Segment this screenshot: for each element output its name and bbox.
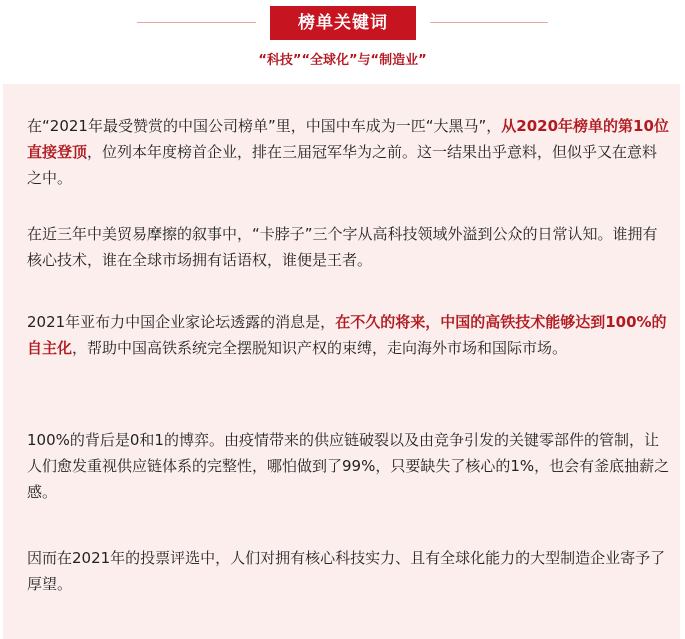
paragraph-text: 2021年亚布力中国企业家论坛透露的消息是， <box>27 313 336 331</box>
article-panel <box>3 84 680 639</box>
paragraph-text: ，帮助中国高铁系统完全摆脱知识产权的束缚，走向海外市场和国际市场。 <box>72 339 568 357</box>
paragraph-text: 100%的背后是0和1的博弈。由疫情带来的供应链破裂以及由竞争引发的关键零部件的管制，让人们愈发重视供应链体系的完整性，哪怕做到了99%，只要缺失了核心的1%，也会有釜底抽薪之感。 <box>27 431 670 501</box>
paragraph-text: 因而在2021年的投票评选中，人们对拥有核心科技实力、且有全球化能力的大型制造企业寄予了厚望。 <box>27 549 666 593</box>
paragraph <box>27 113 671 191</box>
header-rule-left <box>137 22 256 23</box>
highlight-text: 从2020年榜单的第10位直接登顶 <box>27 117 669 161</box>
keyword-tag: 榜单关键词 <box>270 6 416 40</box>
paragraph <box>27 545 671 597</box>
paragraph-text: 在“2021年最受赞赏的中国公司榜单”里，中国中车成为一匹“大黑马”， <box>27 117 502 135</box>
section-header <box>0 0 685 84</box>
paragraph <box>27 309 671 361</box>
paragraph-text: ，位列本年度榜首企业，排在三届冠军华为之前。这一结果出乎意料，但似乎又在意料之中。 <box>27 143 658 187</box>
highlight-text: 在不久的将来，中国的高铁技术能够达到100%的自主化 <box>27 313 667 357</box>
paragraph <box>27 427 671 505</box>
header-rule-right <box>430 22 548 23</box>
paragraph <box>27 221 671 273</box>
paragraph-text: 在近三年中美贸易摩擦的叙事中，“卡脖子”三个字从高科技领域外溢到公众的日常认知。谁拥有核心技术，谁在全球市场拥有话语权，谁便是王者。 <box>27 225 658 269</box>
subtitle: “科技”“全球化”与“制造业” <box>258 53 427 68</box>
